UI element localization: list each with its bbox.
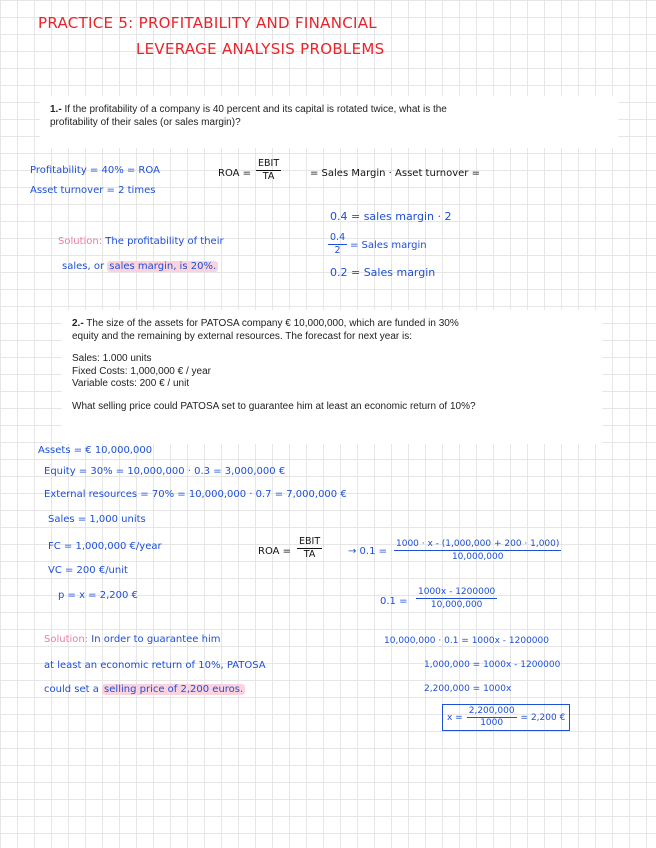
solution-2-line-2: at least an economic return of 10%, PATOSA [44, 660, 266, 671]
question-2-question: What selling price could PATOSA set to guarantee him at least an economic return of 10%? [72, 400, 476, 412]
question-2-text-1: The size of the assets for PATOSA company € 10,000,000, which are funded in 30% [86, 318, 459, 329]
roa-rhs-1: = Sales Margin · Asset turnover = [310, 168, 480, 179]
vc-line: VC = 200 €/unit [48, 565, 128, 576]
question-2-box [62, 310, 602, 444]
final-denominator: 1000 [480, 718, 504, 728]
question-1-line-1 [50, 104, 608, 117]
ta-denominator-2: TA [303, 549, 316, 560]
given-profitability: Profitability = 40% = ROA [30, 165, 160, 176]
question-2-variable-costs: Variable costs: 200 € / unit [72, 378, 190, 389]
eq-5: 2,200,000 = 1000x [424, 684, 512, 694]
final-result: = 2,200 € [520, 712, 566, 723]
question-2-line-1 [72, 318, 592, 331]
title-line-2: LEVERAGE ANALYSIS PROBLEMS [136, 40, 385, 58]
solution-1-label: Solution: [58, 236, 103, 247]
step-2-numerator: 0.4 [330, 232, 346, 243]
solution-2-label: Solution: [44, 634, 89, 645]
question-1-line-2: profitability of their sales (or sales margin)? [50, 116, 241, 128]
solution-2-text-3a: could set a [44, 684, 99, 695]
price-line: p = x = 2,200 € [58, 590, 138, 601]
eq-3: 10,000,000 · 0.1 = 1000x - 1200000 [384, 636, 549, 646]
final-fraction [467, 706, 517, 729]
eq-2-numerator: 1000x - 1200000 [418, 587, 496, 597]
solution-1-line-2 [62, 261, 218, 272]
roa-label-1: ROA = [218, 168, 252, 179]
final-answer-box [442, 704, 570, 731]
solution-2-line-3 [44, 684, 245, 695]
step-2-fraction [328, 232, 347, 257]
question-1-box [40, 96, 618, 148]
title-line-1: PRACTICE 5: PROFITABILITY AND FINANCIAL [38, 14, 377, 32]
given-asset-turnover: Asset turnover = 2 times [30, 185, 156, 196]
step-1: 0.4 = sales margin · 2 [330, 210, 452, 223]
roa-label-2: ROA = [258, 546, 292, 557]
solution-1-highlight: sales margin, is 20%. [109, 261, 217, 272]
final-numerator: 2,200,000 [468, 706, 515, 716]
step-3: 0.2 = Sales margin [330, 266, 436, 279]
solution-2-highlight: selling price of 2,200 euros. [104, 684, 244, 695]
roa-fraction-1 [256, 158, 281, 183]
final-x: x = [447, 712, 463, 723]
eq-1-lhs: → 0.1 = [348, 546, 388, 557]
assets-line: Assets = € 10,000,000 [38, 445, 153, 456]
solution-1-text-1: The profitability of their [105, 236, 224, 247]
question-2-line-2: equity and the remaining by external resources. The forecast for next year is: [72, 330, 412, 342]
eq-4: 1,000,000 = 1000x - 1200000 [424, 660, 561, 670]
eq-1-fraction [394, 538, 561, 563]
step-2-rhs: = Sales margin [350, 240, 427, 251]
step-2-denominator: 2 [334, 245, 341, 256]
question-2-fixed-costs: Fixed Costs: 1,000,000 € / year [72, 365, 211, 377]
question-1-number: 1.- [50, 104, 62, 115]
solution-2-text-1: In order to guarantee him [91, 634, 221, 645]
ebit-numerator-2: EBIT [299, 536, 321, 547]
fc-line: FC = 1,000,000 €/year [48, 541, 162, 552]
external-line: External resources = 70% = 10,000,000 · 0.7 = 7,000,000 € [44, 489, 347, 500]
question-1-text-1: If the profitability of a company is 40 percent and its capital is rotated twice, what is the [64, 104, 447, 115]
roa-fraction-2 [297, 536, 322, 561]
eq-2-fraction [416, 586, 497, 611]
question-2-number: 2.- [72, 318, 84, 329]
equity-line: Equity = 30% = 10,000,000 · 0.3 = 3,000,000 € [44, 466, 286, 477]
eq-1-denominator: 10,000,000 [451, 552, 504, 562]
page-title [38, 14, 377, 32]
sales-line: Sales = 1,000 units [48, 514, 146, 525]
eq-2-lhs: 0.1 = [380, 596, 408, 607]
ebit-numerator-1: EBIT [258, 158, 280, 169]
solution-1-text-2a: sales, or [62, 261, 105, 272]
ta-denominator-1: TA [262, 171, 275, 182]
solution-1-line-1 [58, 236, 224, 247]
eq-1-numerator: 1000 · x - (1,000,000 + 200 · 1,000) [396, 539, 560, 549]
question-2-sales: Sales: 1.000 units [72, 353, 152, 364]
solution-2-line-1 [44, 634, 220, 645]
page-subtitle [136, 40, 384, 58]
eq-2-denominator: 10,000,000 [430, 600, 483, 610]
